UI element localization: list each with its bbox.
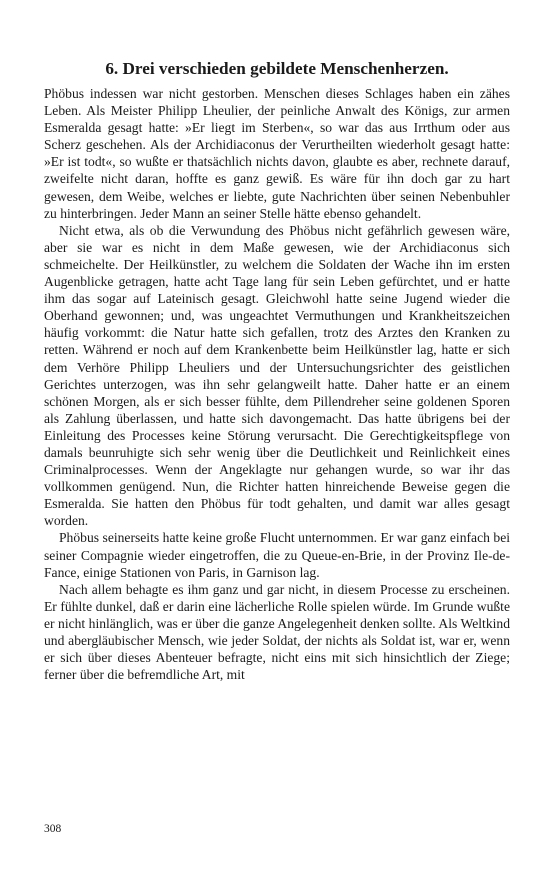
paragraph: Phöbus indessen war nicht gestorben. Menschen dieses Schlages haben ein zähes Leben. Als Meister Philipp Lheulier, der peinliche Anwalt des Königs, zur armen Esmeralda gesagt hatte: »Er liegt im Sterben«, so war das aus Irrthum oder aus Scherz geschehen. Als der Archidiaconus der Verurtheilten wiederholt gesagt hatte: »Er ist todt«, so wußte er thatsächlich nichts davon, glaubte es aber, rechnete darauf, zweifelte nicht daran, hoffte es ganz gewiß. Es wäre für ihn doch gar zu hart gewesen, dem Weibe, welches er liebte, gute Nachrichten über seinen Nebenbuhler zu hinterbringen. Jeder Mann an seiner Stelle hätte ebenso gehandelt. — [44, 86, 510, 221]
paragraph: Nach allem behagte es ihm ganz und gar nicht, in diesem Processe zu erscheinen. Er fühlte dunkel, daß er darin eine lächerliche Rolle spielen würde. Im Grunde wußte er nicht hinlänglich, was er über die ganze Angelegenheit denken sollte. Als Weltkind und abergläubischer Mensch, wie jeder Soldat, der nichts als Soldat ist, war er, wenn er sich über dieses Abenteuer befragte, nicht eins mit sich hinsichtlich der Ziege; ferner über die befremdliche Art, mit — [44, 581, 510, 683]
book-page — [44, 0, 510, 880]
body-text — [44, 85, 510, 683]
paragraph: Nicht etwa, als ob die Verwundung des Phöbus nicht gefährlich gewesen wäre, aber sie war es nicht in dem Maße gewesen, wie der Archidiaconus sich schmeichelte. Der Heilkünstler, zu welchem die Soldaten der Wache ihn im ersten Augenblicke getragen, hatte acht Tage lang für sein Leben gefürchtet, und er hatte ihm das sogar auf Lateinisch gesagt. Gleichwohl hatte seine Jugend wieder die Oberhand gewonnen; und, was ungeachtet Vermuthungen und Krankheitszeichen häufig vorkommt: die Natur hatte sich gefallen, trotz des Arztes den Kranken zu retten. Während er noch auf dem Krankenbette beim Heilkünstler lag, hatte er sich dem Verhöre Philipp Lheuliers und der Untersuchungsrichter des geistlichen Gerichtes unterzogen, was ihn sehr gelangweilt hatte. Daher hatte er an einem schönen Morgen, als er sich besser fühlte, dem Pillendreher seine goldenen Sporen als Zahlung überlassen, und hatte sich davongemacht. Das hatte übrigens bei der Einleitung des Processes keine Störung verursacht. Die Gerechtigkeitspflege von damals beunruhigte sich sehr wenig über die Deutlichkeit und Reinlichkeit eines Criminalprocesses. Wenn der Angeklagte nur gehangen wurde, so war ihr das vollkommen genügend. Nun, die Richter hatten hinreichende Beweise gegen die Esmeralda. Sie hatten den Phöbus für todt gehalten, und damit war alles gesagt worden. — [44, 222, 510, 529]
paragraph: Phöbus seinerseits hatte keine große Flucht unternommen. Er war ganz einfach bei seiner Compagnie wieder eingetroffen, die zu Queue-en-Brie, in der Provinz Ile-de-Fance, einige Stationen von Paris, in Garnison lag. — [44, 530, 510, 580]
page-number: 308 — [44, 823, 62, 835]
chapter-title: 6. Drei verschieden gebildete Menschenherzen. — [105, 59, 449, 78]
